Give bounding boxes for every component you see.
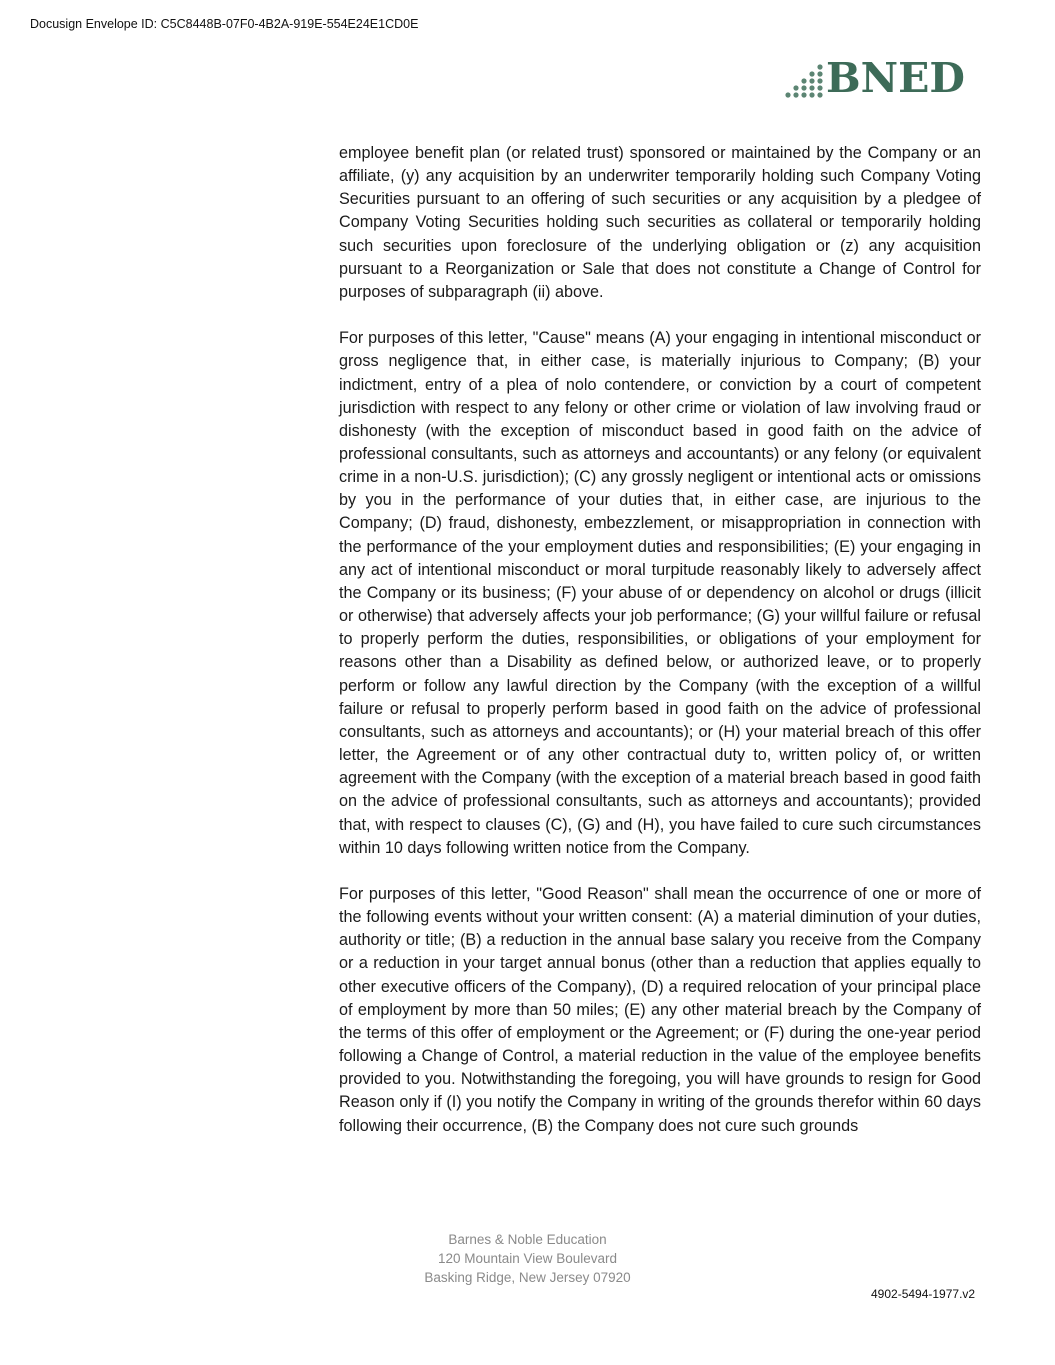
paragraph-cause-definition: For purposes of this letter, "Cause" means (A) your engaging in intentional misconduct or gross negligence that, in either case, is materially injurious to Company; (B) your indictment, entry of a plea of nolo contendere, or conviction by a court of competent jurisdiction with respect to any felony or other crime or violation of law involving fraud or dishonesty (with the exception of misconduct based in good faith on the advice of professional consultants, such as attorneys and accountants) or any felony (or equivalent crime in a non-U.S. jurisdiction); (C) any grossly negligent or intentional acts or omissions by you in the performance of your duties that, in either case, are injurious to the Company; (D) fraud, dishonesty, embezzlement, or misappropriation in connection with the performance of the your employment duties and responsibilities; (E) your engaging in any act of intentional misconduct or moral turpitude reasonably likely to adversely affect the Company or its business; (F) your abuse of or dependency on alcohol or drugs (illicit or otherwise) that adversely affects your job performance; (G) your willful failure or refusal to properly perform the duties, responsibilities, or obligations of your employment for reasons other than a Disability as defined below, or authorized leave, or to properly perform or follow any lawful direction by the Company (with the exception of a willful failure or refusal to properly perform based in good faith on the advice of professional consultants, such as attorneys and accountants); or (H) your material breach of this offer letter, the Agreement or of any other contractual duty to, written policy of, or written agreement with the Company (with the exception of a material breach based in good faith on the advice of professional consultants, such as attorneys and accountants); provided that, with respect to clauses (C), (G) and (H), you have failed to cure such circumstances within 10 days following written notice from the Company. [339, 329, 981, 857]
logo-dot [801, 85, 806, 90]
logo-dot [809, 71, 814, 76]
footer-city: Basking Ridge, New Jersey 07920 [424, 1270, 631, 1286]
logo-dot [793, 85, 798, 90]
bned-logo [784, 54, 974, 102]
logo-dot [817, 64, 822, 69]
logo-dot [817, 85, 822, 90]
footer-company: Barnes & Noble Education [448, 1232, 607, 1247]
logo-dot [809, 92, 814, 97]
paragraph-good-reason-definition: For purposes of this letter, "Good Reason" shall mean the occurrence of one or more of the following events without your written consent: (A) a material diminution of your duties, authority or title; (B) a reduction in the annual base salary you receive from the Company or a reduction in your target annual bonus (other than a reduction that applies equally to other executive officers of the Company), (D) a required relocation of your principal place of employment by more than 50 miles; (E) any other material breach by the Company of the terms of this offer of employment or the Agreement; or (F) during the one-year period following a Change of Control, a material reduction in the value of the employee benefits provided to you. Notwithstanding the foregoing, you will have grounds to resign for Good Reason only if (I) you notify the Company in writing of the grounds therefor within 60 days following their occurrence, (B) the Company does not cure such grounds [339, 884, 981, 1135]
letter-body [339, 142, 981, 1138]
logo-dot [785, 92, 790, 97]
logo-dot [817, 78, 822, 83]
paragraph-acquisition-exceptions: employee benefit plan (or related trust) sponsored or maintained by the Company or an affiliate, (y) any acquisition by an underwriter temporarily holding such Company Voting Securities pursuant to an offering of such securities or any acquisition by a pledgee of Company Voting Securities holding such securities as collateral or temporarily holding such securities upon foreclosure of the underlying obligation or (z) any acquisition pursuant to a Reorganization or Sale that does not constitute a Change of Control for purposes of subparagraph (ii) above. [339, 144, 981, 301]
logo-dot [817, 71, 822, 76]
logo-dot [801, 78, 806, 83]
footer-street: 120 Mountain View Boulevard [437, 1251, 618, 1267]
logo-dots-icon [784, 58, 826, 102]
logo-dot [817, 92, 822, 97]
logo-text: BNED [826, 54, 965, 102]
footer-address [410, 1230, 645, 1288]
logo-dot [793, 92, 798, 97]
docusign-envelope-id: Docusign Envelope ID: C5C8448B-07F0-4B2A-919E-554E24E1CD0E [30, 17, 419, 31]
document-number: 4902-5494-1977.v2 [871, 1287, 976, 1301]
logo-dot [809, 85, 814, 90]
logo-dot [801, 92, 806, 97]
logo-dot [809, 78, 814, 83]
